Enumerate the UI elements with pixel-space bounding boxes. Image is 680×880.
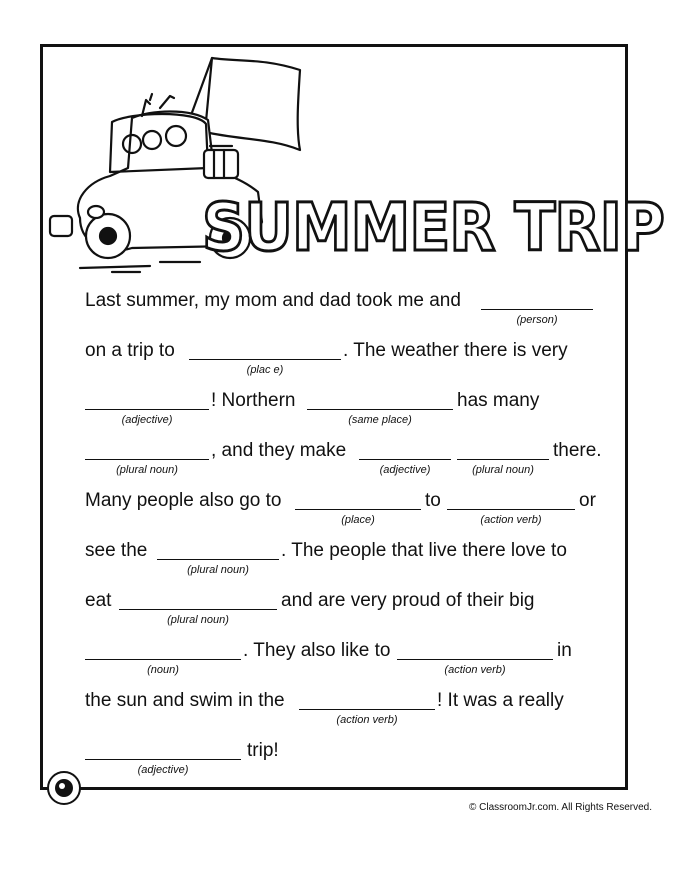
story-line	[85, 440, 605, 476]
copyright-footer: © ClassroomJr.com. All Rights Reserved.	[469, 802, 652, 813]
story-text: to	[425, 490, 441, 511]
story-line	[85, 490, 605, 526]
story-line	[85, 590, 605, 626]
blank-hint: (plac e)	[246, 364, 284, 376]
blank-hint: (adjective)	[137, 764, 189, 776]
fill-in-blank[interactable]	[481, 309, 593, 310]
fill-in-blank[interactable]	[397, 659, 553, 660]
story-line	[85, 390, 605, 426]
story-text: . The people that live there love to	[281, 540, 567, 561]
fill-in-blank[interactable]	[359, 459, 451, 460]
blank-hint: (place)	[341, 514, 375, 526]
fill-in-blank[interactable]	[85, 459, 209, 460]
blank-hint: (action verb)	[480, 514, 542, 526]
story-text: has many	[457, 390, 540, 411]
svg-text:SUMMER TRIP: SUMMER TRIP	[202, 189, 664, 266]
blank-hint: (action verb)	[444, 664, 506, 676]
story-text: Many people also go to	[85, 490, 282, 511]
story-text: , and they make	[211, 440, 347, 461]
story-text: see the	[85, 540, 148, 561]
story-text: the sun and swim in the	[85, 690, 285, 711]
fill-in-blank[interactable]	[85, 409, 209, 410]
blank-hint: (plural noun)	[167, 614, 229, 626]
fill-in-blank[interactable]	[157, 559, 279, 560]
classroomjr-logo-icon	[46, 770, 82, 806]
blank-hint: (plural noun)	[187, 564, 249, 576]
blank-hint: (noun)	[147, 664, 179, 676]
story-text: in	[557, 640, 572, 661]
blank-hint: (adjective)	[379, 464, 431, 476]
fill-in-blank[interactable]	[299, 709, 435, 710]
story-text: and are very proud of their big	[281, 590, 535, 611]
story-text: or	[579, 490, 596, 511]
fill-in-blank[interactable]	[447, 509, 575, 510]
story-line	[85, 740, 605, 776]
story-text: . They also like to	[243, 640, 391, 661]
story-line	[85, 640, 605, 676]
blank-hint: (same place)	[348, 414, 412, 426]
blank-hint: (action verb)	[336, 714, 398, 726]
fill-in-blank[interactable]	[307, 409, 453, 410]
fill-in-blank[interactable]	[85, 759, 241, 760]
blank-hint: (person)	[516, 314, 558, 326]
blank-hint: (plural noun)	[116, 464, 178, 476]
blank-hint: (adjective)	[121, 414, 173, 426]
fill-in-blank[interactable]	[457, 459, 549, 460]
fill-in-blank[interactable]	[119, 609, 277, 610]
story-text: there.	[553, 440, 602, 461]
story-text: ! It was a really	[437, 690, 564, 711]
fill-in-blank[interactable]	[295, 509, 421, 510]
story-text: Last summer, my mom and dad took me and	[85, 290, 461, 311]
fill-in-blank[interactable]	[189, 359, 341, 360]
story-line	[85, 690, 605, 726]
story-text: ! Northern	[211, 390, 296, 411]
story-text: . The weather there is very	[343, 340, 568, 361]
story-text: trip!	[247, 740, 279, 761]
story-text: on a trip to	[85, 340, 175, 361]
story-line	[85, 540, 605, 576]
fill-in-blank[interactable]	[85, 659, 241, 660]
story-text: eat	[85, 590, 112, 611]
story-line	[85, 340, 605, 376]
blank-hint: (plural noun)	[472, 464, 534, 476]
page-title	[200, 186, 670, 266]
story-line	[85, 290, 605, 326]
